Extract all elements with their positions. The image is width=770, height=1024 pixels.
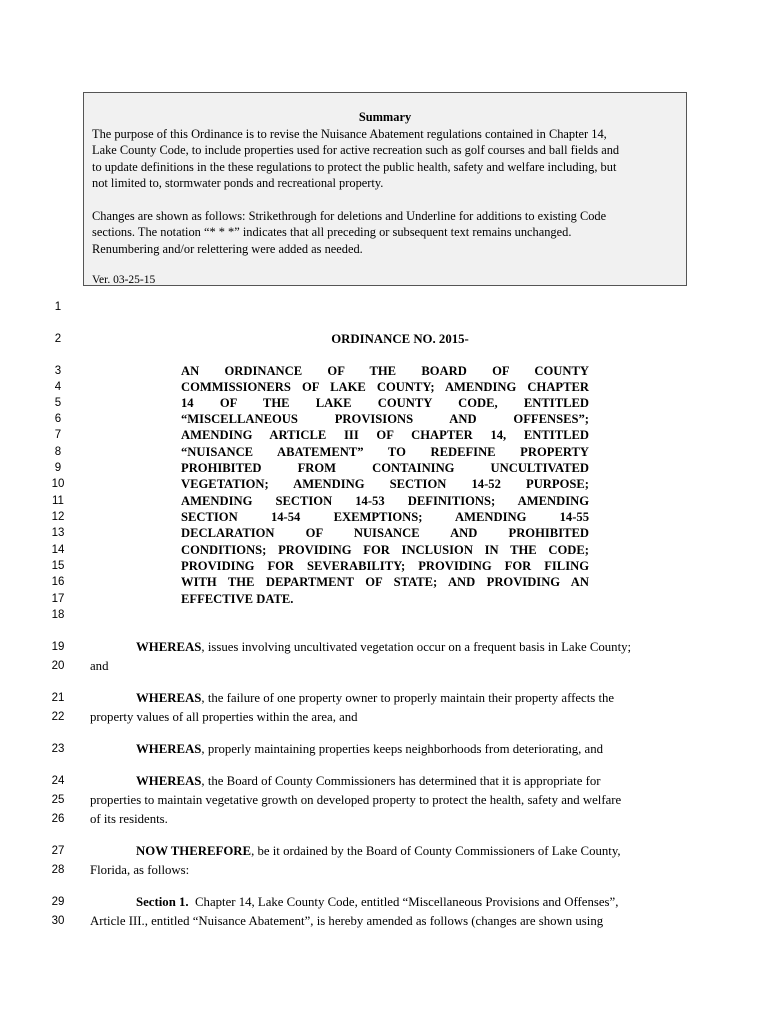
line-number: 10 bbox=[51, 478, 65, 490]
line-number: 15 bbox=[51, 560, 65, 572]
summary-title: Summary bbox=[358, 110, 412, 124]
line-number: 7 bbox=[54, 429, 62, 441]
whereas-text: , issues involving uncultivated vegetation occur on a frequent basis in Lake County; bbox=[201, 640, 632, 654]
whereas-lead: WHEREAS bbox=[136, 774, 202, 788]
whereas-paragraph-1 bbox=[136, 639, 631, 655]
section-1-lead: Section 1. bbox=[136, 895, 189, 909]
line-number: 5 bbox=[54, 397, 62, 409]
whereas-lead: WHEREAS bbox=[136, 742, 202, 756]
ordinance-title-line: COMMISSIONERS OF LAKE COUNTY; AMENDING CHAPTER bbox=[181, 380, 589, 394]
line-number: 1 bbox=[54, 301, 62, 313]
line-number: 14 bbox=[51, 544, 65, 556]
whereas-paragraph-4-cont: properties to maintain vegetative growth on developed property to protect the health, safety and welfare bbox=[90, 793, 622, 807]
line-number: 9 bbox=[54, 462, 62, 474]
line-number: 12 bbox=[51, 511, 65, 523]
line-number: 23 bbox=[51, 743, 65, 755]
ordinance-number: ORDINANCE NO. 2015- bbox=[331, 332, 469, 346]
summary-purpose-line: Lake County Code, to include properties used for active recreation such as golf courses and ball fields and bbox=[92, 143, 620, 157]
ordinance-title-line: AN ORDINANCE OF THE BOARD OF COUNTY bbox=[181, 364, 589, 378]
line-number: 27 bbox=[51, 845, 65, 857]
whereas-paragraph-4 bbox=[136, 773, 601, 789]
line-number: 25 bbox=[51, 794, 65, 806]
line-number: 18 bbox=[51, 609, 65, 621]
ordinance-title-line: 14 OF THE LAKE COUNTY CODE, ENTITLED bbox=[181, 396, 589, 410]
now-therefore-lead: NOW THEREFORE bbox=[136, 844, 252, 858]
summary-purpose-line: not limited to, stormwater ponds and recreational property. bbox=[92, 176, 384, 190]
summary-changes bbox=[92, 208, 678, 258]
whereas-text: , the Board of County Commissioners has determined that it is appropriate for bbox=[201, 774, 601, 788]
ordinance-title-line: AMENDING ARTICLE III OF CHAPTER 14, ENTITLED bbox=[181, 428, 589, 442]
now-therefore-text: , be it ordained by the Board of County Commissioners of Lake County, bbox=[251, 844, 621, 858]
line-number: 30 bbox=[51, 915, 65, 927]
whereas-paragraph-4-cont: of its residents. bbox=[90, 812, 168, 826]
whereas-text: , the failure of one property owner to properly maintain their property affects the bbox=[201, 691, 615, 705]
line-number: 22 bbox=[51, 711, 65, 723]
ordinance-title-line: “MISCELLANEOUS PROVISIONS AND OFFENSES”; bbox=[181, 412, 589, 426]
whereas-lead: WHEREAS bbox=[136, 640, 202, 654]
whereas-lead: WHEREAS bbox=[136, 691, 202, 705]
now-therefore-cont: Florida, as follows: bbox=[90, 863, 190, 877]
ordinance-title-line: PROVIDING FOR SEVERABILITY; PROVIDING FOR FILING bbox=[181, 559, 589, 573]
whereas-paragraph-1-cont: and bbox=[90, 659, 109, 673]
line-number: 3 bbox=[54, 365, 62, 377]
whereas-text: , properly maintaining properties keeps neighborhoods from deteriorating, and bbox=[201, 742, 603, 756]
summary-box bbox=[83, 92, 687, 286]
line-number: 16 bbox=[51, 576, 65, 588]
line-number: 6 bbox=[54, 413, 62, 425]
ordinance-title-line: “NUISANCE ABATEMENT” TO REDEFINE PROPERTY bbox=[181, 445, 589, 459]
summary-changes-line: Renumbering and/or relettering were added as needed. bbox=[92, 241, 363, 256]
line-number: 26 bbox=[51, 813, 65, 825]
line-number: 11 bbox=[52, 495, 64, 507]
line-number: 2 bbox=[54, 333, 62, 345]
whereas-paragraph-2 bbox=[136, 690, 614, 706]
line-number: 17 bbox=[51, 593, 65, 605]
line-number: 28 bbox=[51, 864, 65, 876]
ordinance-title-line: VEGETATION; AMENDING SECTION 14-52 PURPOSE; bbox=[181, 477, 589, 491]
whereas-paragraph-2-cont: property values of all properties within the area, and bbox=[90, 710, 358, 724]
line-number: 29 bbox=[51, 896, 65, 908]
summary-purpose bbox=[92, 126, 678, 192]
line-number: 24 bbox=[51, 775, 65, 787]
ordinance-title-line: AMENDING SECTION 14-53 DEFINITIONS; AMENDING bbox=[181, 494, 589, 508]
summary-purpose-line: to update definitions in the these regulations to protect the public health, safety and welfare including, but bbox=[92, 159, 617, 174]
ordinance-title-line: EFFECTIVE DATE. bbox=[181, 592, 294, 606]
ordinance-title-line: WITH THE DEPARTMENT OF STATE; AND PROVIDING AN bbox=[181, 575, 589, 589]
now-therefore-paragraph bbox=[136, 843, 621, 859]
line-number: 4 bbox=[54, 381, 62, 393]
ordinance-title-line: SECTION 14-54 EXEMPTIONS; AMENDING 14-55 bbox=[181, 510, 589, 524]
ordinance-title-line: PROHIBITED FROM CONTAINING UNCULTIVATED bbox=[181, 461, 589, 475]
section-1-paragraph bbox=[136, 894, 618, 910]
whereas-paragraph-3 bbox=[136, 741, 603, 757]
line-number: 8 bbox=[54, 446, 62, 458]
line-number: 20 bbox=[51, 660, 65, 672]
ordinance-title-line: DECLARATION OF NUISANCE AND PROHIBITED bbox=[181, 526, 589, 540]
section-1-text: Chapter 14, Lake County Code, entitled “Miscellaneous Provisions and Offenses”, bbox=[188, 895, 619, 909]
summary-changes-line: Changes are shown as follows: Strikethrough for deletions and Underline for additions to existing Code bbox=[92, 208, 607, 223]
line-number: 19 bbox=[51, 641, 65, 653]
summary-changes-line: sections. The notation “* * *” indicates that all preceding or subsequent text remains unchanged. bbox=[92, 225, 572, 239]
section-1-cont: Article III., entitled “Nuisance Abatement”, is hereby amended as follows (changes are shown using bbox=[90, 914, 604, 928]
line-number: 13 bbox=[51, 527, 65, 539]
line-number: 21 bbox=[51, 692, 65, 704]
ordinance-title-line: CONDITIONS; PROVIDING FOR INCLUSION IN THE CODE; bbox=[181, 543, 589, 557]
summary-version: Ver. 03-25-15 bbox=[92, 274, 156, 286]
summary-purpose-line: The purpose of this Ordinance is to revise the Nuisance Abatement regulations contained in Chapter 14, bbox=[92, 126, 607, 141]
